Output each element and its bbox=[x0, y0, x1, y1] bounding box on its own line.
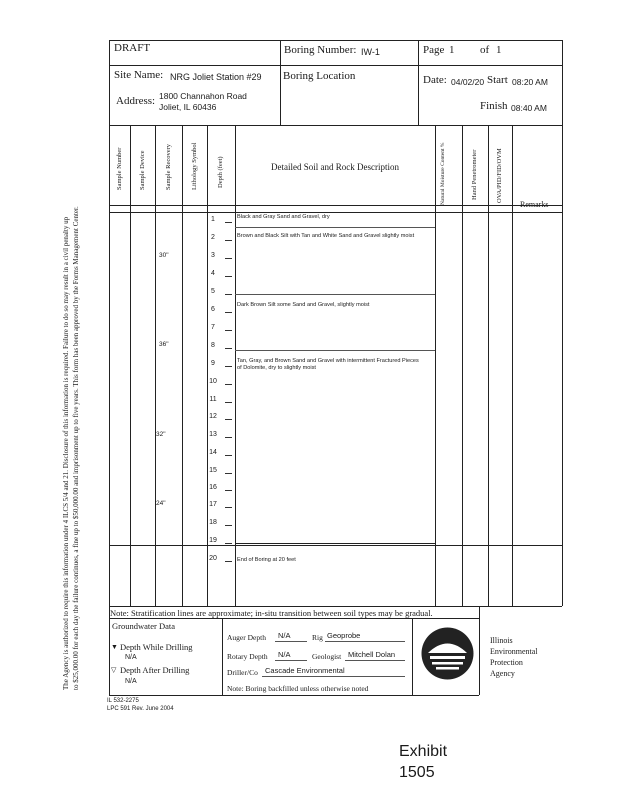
geologist-label: Geologist bbox=[312, 652, 342, 661]
recovery-value: 24" bbox=[156, 500, 166, 507]
rig-label: Rig bbox=[312, 633, 323, 642]
soil-description: Brown and Black Silt with Tan and White Sand and Gravel slightly moist bbox=[237, 233, 415, 239]
start-label: Start bbox=[487, 74, 508, 86]
auger-depth-value: N/A bbox=[278, 631, 291, 640]
boring-number-label: Boring Number: bbox=[284, 44, 357, 56]
driller-label: Driller/Co bbox=[227, 668, 258, 677]
natural-moisture-header: Natural Moisture Content % bbox=[440, 142, 446, 205]
sample-device-header: Sample Device bbox=[139, 150, 146, 190]
remarks-header: Remarks bbox=[520, 200, 549, 209]
agency-line-3: Protection bbox=[490, 658, 523, 667]
groundwater-label: Groundwater Data bbox=[112, 621, 176, 631]
exhibit-number: 1505 bbox=[399, 764, 435, 781]
lithology-symbol-header: Lithology Symbol bbox=[191, 142, 198, 190]
draft-label: DRAFT bbox=[114, 42, 151, 54]
rotary-depth-value: N/A bbox=[278, 650, 291, 659]
depth-label: 6 bbox=[211, 306, 215, 313]
depth-label: 16 bbox=[209, 484, 217, 491]
finish-time: 08:40 AM bbox=[511, 103, 547, 113]
driller-value: Cascade Environmental bbox=[265, 666, 345, 675]
of-label: of bbox=[480, 44, 490, 56]
boring-number-value: IW-1 bbox=[361, 47, 380, 57]
depth-label: 1 bbox=[211, 216, 215, 223]
agency-line-4: Agency bbox=[490, 669, 515, 678]
form-code-2: LPC 591 Rev. June 2004 bbox=[107, 706, 174, 712]
backfill-note: Note: Boring backfilled unless otherwise noted bbox=[227, 684, 369, 693]
depth-label: 2 bbox=[211, 234, 215, 241]
stratification-note: Note: Stratification lines are approximate; in-situ transition between soil types may be gradual. bbox=[110, 608, 433, 618]
depth-while-drilling-label: Depth While Drilling bbox=[120, 642, 193, 652]
geologist-value: Mitchell Dolan bbox=[348, 650, 396, 659]
rig-value: Geoprobe bbox=[327, 631, 361, 640]
depth-label: 10 bbox=[209, 378, 217, 385]
depth-after-drilling-value: N/A bbox=[125, 678, 137, 685]
sample-number-header: Sample Number bbox=[116, 147, 123, 190]
exhibit-label: Exhibit bbox=[399, 743, 448, 760]
recovery-value: 30" bbox=[159, 252, 169, 259]
depth-label: 17 bbox=[209, 501, 217, 508]
soil-description: Dark Brown Silt some Sand and Gravel, slightly moist bbox=[237, 302, 370, 308]
form-code-1: IL 532-2275 bbox=[107, 698, 139, 704]
depth-header: Depth (feet) bbox=[217, 156, 224, 188]
depth-label: 11 bbox=[209, 396, 217, 403]
date-value: 04/02/20 bbox=[451, 77, 485, 87]
site-name-label: Site Name: bbox=[114, 69, 164, 81]
soil-description: Black and Gray Sand and Gravel, dry bbox=[237, 214, 330, 220]
address-line-2: Joliet, IL 60436 bbox=[159, 102, 217, 112]
statutory-notice-line-1: The Agency is authorized to require this information under 4 ILCS 5/4 and 21. Disclosure of this information is required. Failure to do so may result in a civil penalty up bbox=[62, 216, 70, 690]
page-number: 1 bbox=[449, 44, 455, 56]
rotary-depth-label: Rotary Depth bbox=[227, 652, 268, 661]
site-name-value: NRG Joliet Station #29 bbox=[170, 72, 262, 82]
recovery-value: 36" bbox=[159, 341, 169, 348]
depth-label: 15 bbox=[209, 467, 217, 474]
depth-label: 7 bbox=[211, 324, 215, 331]
depth-after-drilling-label: Depth After Drilling bbox=[120, 665, 190, 675]
boring-location-label: Boring Location bbox=[283, 70, 356, 82]
description-header: Detailed Soil and Rock Description bbox=[271, 162, 399, 172]
depth-label: 4 bbox=[211, 270, 215, 277]
depth-label: 14 bbox=[209, 449, 217, 456]
hand-penetrometer-header: Hand Penetrometer bbox=[471, 149, 478, 200]
ova-header: OVA/PID/FID/OVM bbox=[496, 148, 503, 203]
depth-label: 9 bbox=[211, 360, 215, 367]
depth-label: 20 bbox=[209, 555, 217, 562]
auger-depth-label: Auger Depth bbox=[227, 633, 266, 642]
page-total: 1 bbox=[496, 44, 502, 56]
depth-label: 19 bbox=[209, 537, 217, 544]
soil-description: End of Boring at 20 feet bbox=[237, 557, 296, 563]
iepa-logo bbox=[420, 626, 475, 681]
address-label: Address: bbox=[116, 95, 156, 107]
triangle-filled-icon: ▼ bbox=[111, 643, 118, 651]
sample-recovery-header: Sample Recovery bbox=[165, 143, 172, 190]
soil-description: Tan, Gray, and Brown Sand and Gravel with intermittent Fractured Pieces of Dolomite, dry to slightly moist bbox=[237, 358, 419, 371]
date-label: Date: bbox=[423, 74, 447, 86]
address-line-1: 1800 Channahon Road bbox=[159, 91, 247, 101]
depth-label: 3 bbox=[211, 252, 215, 259]
depth-label: 12 bbox=[209, 413, 217, 420]
recovery-value: 32" bbox=[156, 431, 166, 438]
depth-label: 5 bbox=[211, 288, 215, 295]
triangle-outline-icon: ▽ bbox=[111, 666, 117, 674]
depth-label: 13 bbox=[209, 431, 217, 438]
depth-while-drilling-value: N/A bbox=[125, 654, 137, 661]
agency-line-1: Illinois bbox=[490, 636, 513, 645]
finish-label: Finish bbox=[480, 100, 508, 112]
agency-line-2: Environmental bbox=[490, 647, 538, 656]
start-time: 08:20 AM bbox=[512, 77, 548, 87]
page-label: Page bbox=[423, 44, 445, 56]
depth-label: 8 bbox=[211, 342, 215, 349]
depth-label: 18 bbox=[209, 519, 217, 526]
statutory-notice-line-2: to $25,000.00 for each day the failure continues, a fine up to $50,000.00 and imprisonment up to five years. This form has been approved by the Forms Management Center. bbox=[72, 206, 80, 690]
